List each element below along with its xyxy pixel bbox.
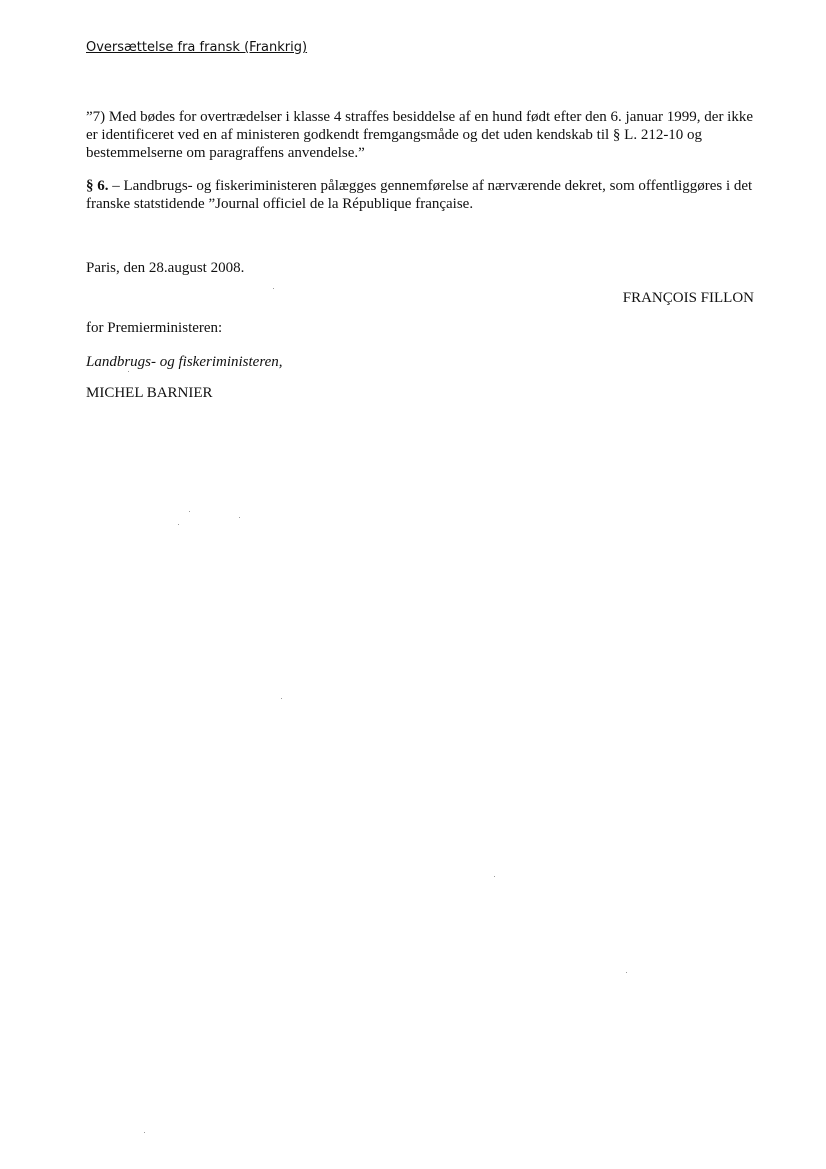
scan-speck (273, 288, 274, 289)
section-6-text: – Landbrugs- og fiskeriministeren pålægges gennemførelse af nærværende dekret, som offentliggøres i det franske statstidende ”Journal officiel de la République française. (86, 178, 753, 212)
paragraph-article-7: ”7) Med bødes for overtrædelser i klasse 4 straffes besiddelse af en hund født efter den 6. januar 1999, der ikke er identificeret ved en af ministeren godkendt fremgangsmåde og det uden kendskab til § L. 212-10 og bestemmelserne om paragraffens anvendelse.” (86, 109, 754, 161)
scan-speck (494, 876, 495, 877)
minister-title: Landbrugs- og fiskeriministeren, (86, 354, 283, 370)
translation-header: Oversættelse fra fransk (Frankrig) (86, 40, 308, 55)
place-and-date: Paris, den 28.august 2008. (86, 260, 245, 276)
scan-speck (178, 524, 179, 525)
scan-speck (144, 1132, 145, 1133)
paragraph-section-6 (86, 177, 754, 213)
scan-speck (189, 511, 190, 512)
scan-speck (281, 698, 282, 699)
section-number: § 6. (86, 178, 109, 194)
scan-speck (239, 517, 240, 518)
on-behalf-of-line: for Premierministeren: (86, 320, 223, 336)
minister-name: MICHEL BARNIER (86, 385, 213, 401)
scan-speck (128, 371, 129, 372)
prime-minister-signature: FRANÇOIS FILLON (622, 290, 754, 306)
scan-speck (626, 972, 627, 973)
